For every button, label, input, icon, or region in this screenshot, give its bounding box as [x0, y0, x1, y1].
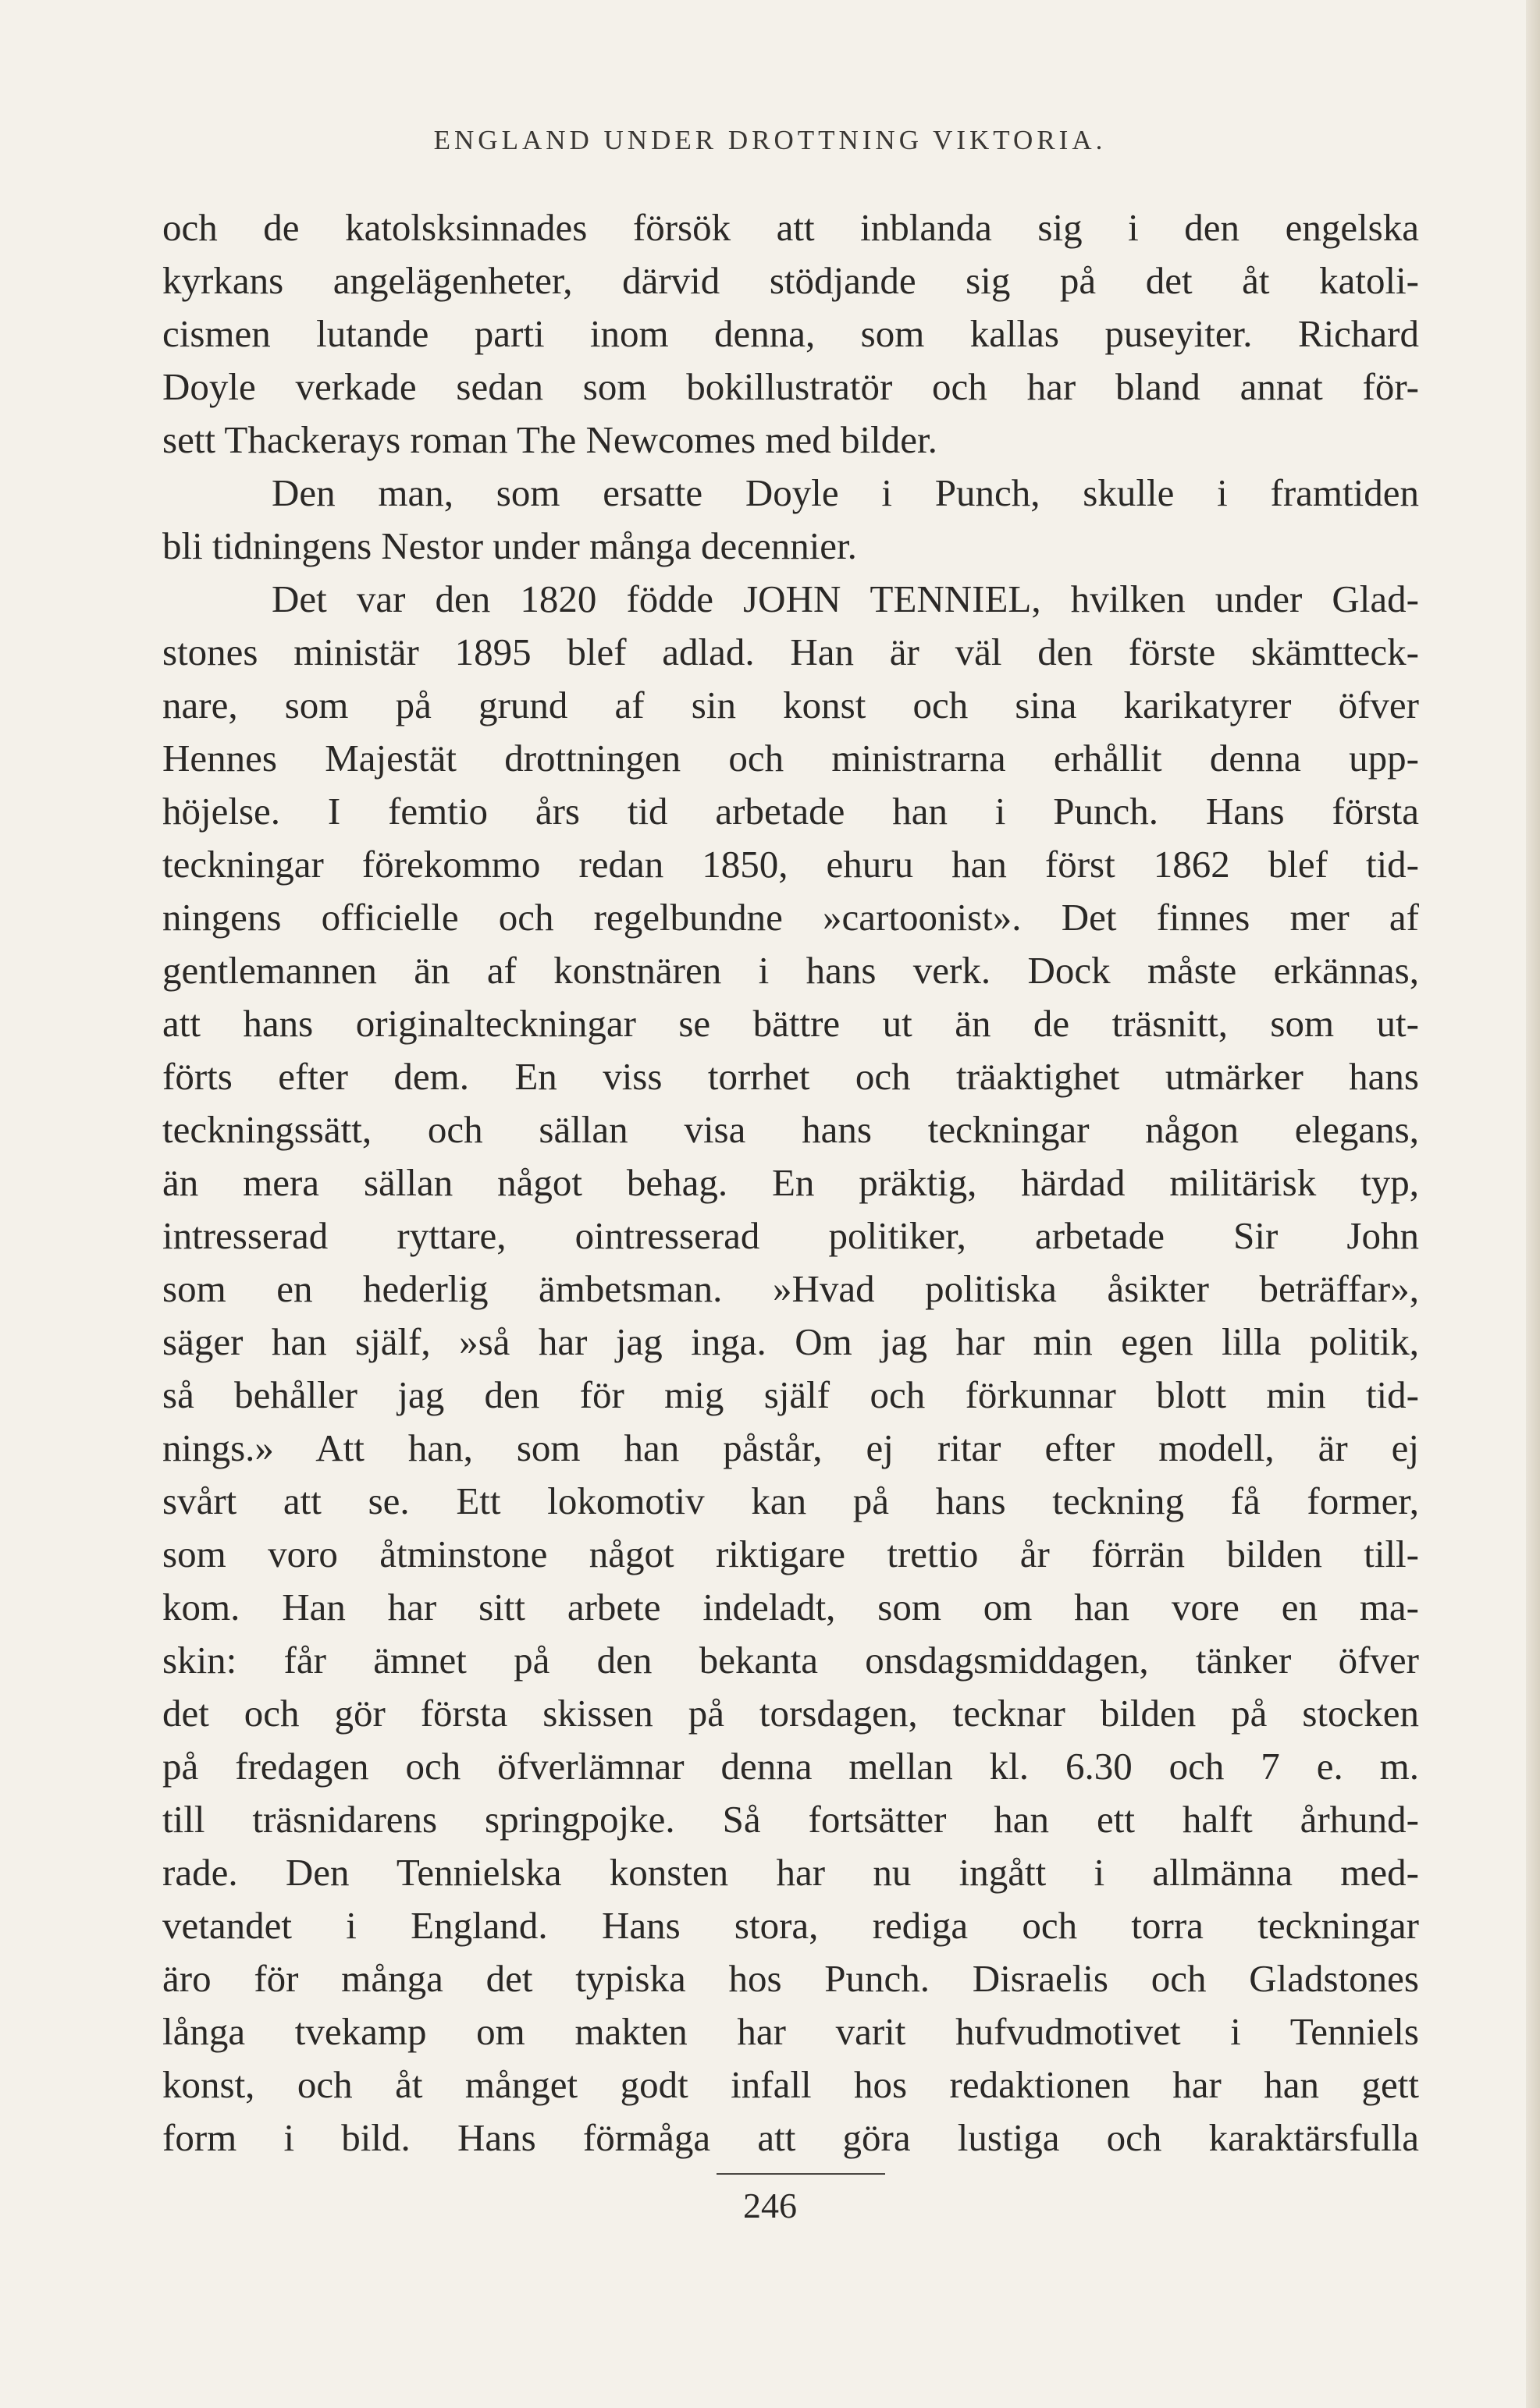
text-line: ningens officielle och regelbundne »cartoonist». Det finnes mer af [162, 896, 1419, 939]
text-line: Doyle verkade sedan som bokillustratör och har bland annat för- [162, 365, 1419, 408]
running-head: ENGLAND UNDER DROTTNING VIKTORIA. [433, 125, 1107, 155]
text-line: på fredagen och öfverlämnar denna mellan kl. 6.30 och 7 e. m. [162, 1745, 1419, 1788]
text-line: gentlemannen än af konstnären i hans verk. Dock måste erkännas, [162, 949, 1419, 992]
text-line: kom. Han har sitt arbete indeladt, som om han vore en ma- [162, 1586, 1419, 1628]
text-line: svårt att se. Ett lokomotiv kan på hans teckning få former, [162, 1479, 1419, 1522]
text-line: konst, och åt månget godt infall hos redaktionen har han gett [162, 2063, 1419, 2106]
text-line: nings.» Att han, som han påstår, ej ritar efter modell, är ej [162, 1426, 1419, 1469]
text-line: stones ministär 1895 blef adlad. Han är väl den förste skämtteck- [162, 630, 1419, 673]
text-line: teckningar förekommo redan 1850, ehuru han först 1862 blef tid- [162, 843, 1419, 886]
body-text [162, 201, 1419, 2165]
text-line: form i bild. Hans förmåga att göra lustiga och karaktärsfulla [162, 2116, 1419, 2159]
page-edge [1526, 0, 1540, 2408]
text-line: Hennes Majestät drottningen och ministrarna erhållit denna upp- [162, 737, 1419, 780]
text-line: säger han själf, »så har jag inga. Om jag har min egen lilla politik, [162, 1320, 1419, 1363]
text-line: kyrkans angelägenheter, därvid stödjande sig på det åt katoli- [162, 259, 1419, 302]
text-line: Det var den 1820 födde JOHN TENNIEL, hvilken under Glad- [272, 577, 1419, 620]
text-line: teckningssätt, och sällan visa hans teckningar någon elegans, [162, 1108, 1419, 1151]
text-line: Den man, som ersatte Doyle i Punch, skulle i framtiden [272, 471, 1419, 514]
text-line: att hans originalteckningar se bättre ut än de träsnitt, som ut- [162, 1002, 1419, 1045]
text-line: så behåller jag den för mig själf och förkunnar blott min tid- [162, 1373, 1419, 1416]
text-line: vetandet i England. Hans stora, rediga och torra teckningar [162, 1904, 1419, 1947]
text-line: höjelse. I femtio års tid arbetade han i Punch. Hans första [162, 790, 1419, 833]
text-line: sett Thackerays roman The Newcomes med bilder. [162, 418, 937, 461]
text-line: och de katolsksinnades försök att inblanda sig i den engelska [162, 206, 1419, 249]
text-line: som voro åtminstone något riktigare trettio år förrän bilden till- [162, 1533, 1419, 1575]
text-line: till träsnidarens springpojke. Så fortsätter han ett halft århund- [162, 1798, 1419, 1841]
text-line: förts efter dem. En viss torrhet och träaktighet utmärker hans [162, 1055, 1419, 1098]
text-line: intresserad ryttare, ointresserad politiker, arbetade Sir John [162, 1214, 1419, 1257]
text-line: cismen lutande parti inom denna, som kallas puseyiter. Richard [162, 312, 1419, 355]
text-line: det och gör första skissen på torsdagen, tecknar bilden på stocken [162, 1692, 1419, 1735]
text-line: bli tidningens Nestor under många decennier. [162, 524, 857, 567]
text-line: rade. Den Tennielska konsten har nu ingått i allmänna med- [162, 1851, 1419, 1894]
text-line: än mera sällan något behag. En präktig, härdad militärisk typ, [162, 1161, 1419, 1204]
text-line: skin: får ämnet på den bekanta onsdagsmiddagen, tänker öfver [162, 1639, 1419, 1682]
text-line: nare, som på grund af sin konst och sina karikatyrer öfver [162, 684, 1419, 726]
footer-rule [717, 2173, 885, 2175]
page-number: 246 [743, 2186, 797, 2225]
text-line: som en hederlig ämbetsman. »Hvad politiska åsikter beträffar», [162, 1267, 1419, 1310]
text-line: äro för många det typiska hos Punch. Disraelis och Gladstones [162, 1957, 1419, 2000]
text-line: långa tvekamp om makten har varit hufvudmotivet i Tenniels [162, 2010, 1419, 2053]
